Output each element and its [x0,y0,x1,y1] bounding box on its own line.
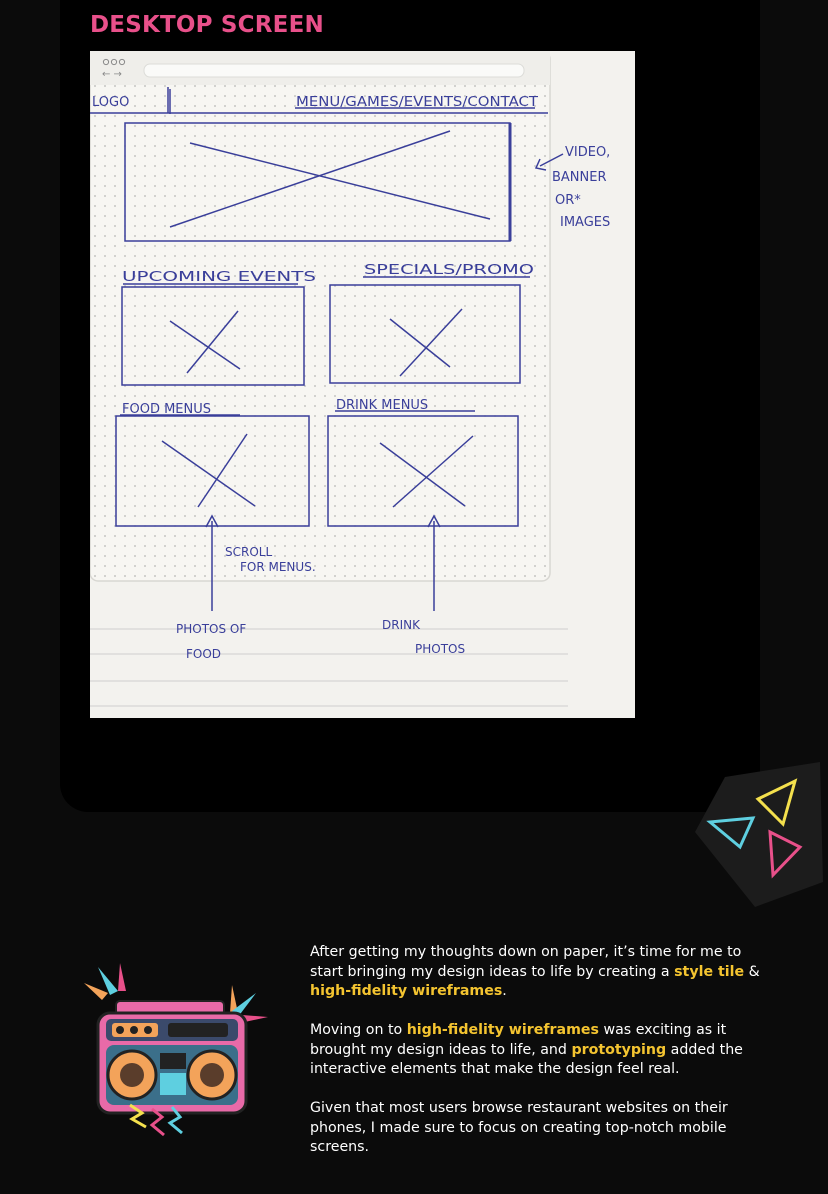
paragraph-3: Given that most users browse restaurant websites on their phones, I made sure to focus on creating top-notch mobile screens. [310,1100,728,1155]
p1-mid-text: & [744,963,760,980]
sketch-drink-menus-label: DRINK MENUS [336,398,429,413]
sketch-banner-note-1: VIDEO, [565,145,611,160]
sketch-nav-label: MENU/GAMES/EVENTS/CONTACT [296,95,539,110]
boombox-illustration-icon [80,955,270,1145]
sketch-food-menus-label: FOOD MENUS [122,402,212,417]
p1-end-text: . [502,983,507,999]
hifi-wireframes-highlight-2: high-fidelity wireframes [406,1022,599,1038]
sketch-scroll-note-2: FOR MENUS. [240,560,316,574]
sketch-drink-photos-1: DRINK [382,618,420,632]
sketch-upcoming-events-label: UPCOMING EVENTS [122,270,316,285]
wireframe-sketch-photo [90,51,635,718]
sketch-photos-food-2: FOOD [186,647,222,661]
body-copy [310,943,760,1177]
prototyping-highlight: prototyping [571,1041,667,1058]
hifi-wireframes-highlight: high-fidelity wireframes [310,983,503,999]
sketch-specials-label: SPECIALS/PROMO [364,263,534,278]
p2-mid-text: was exciting as it brought my design ideas to life, and [310,1022,727,1058]
sketch-scroll-note-1: SCROLL [225,545,273,559]
triangles-decoration-icon [695,762,825,907]
p2-text: Moving on to [310,1022,407,1038]
paragraph-2 [310,1021,760,1080]
p1-text: After getting my thoughts down on paper, it’s time for me to start bringing my design ideas to life by creating a [310,944,742,980]
svg-text:← →: ← → [102,69,122,80]
sketch-drink-photos-2: PHOTOS [415,642,466,656]
sketch-photos-food-1: PHOTOS OF [176,622,247,636]
sketch-banner-note-3: OR* [555,193,581,208]
section-title: DESKTOP SCREEN [90,12,324,38]
p2-end-text: added the interactive elements that make the design feel real. [310,1041,743,1077]
paragraph-1 [310,943,760,1002]
style-tile-highlight: style tile [674,963,745,980]
sketch-banner-note-4: IMAGES [560,215,611,230]
sketch-banner-note-2: BANNER [552,170,607,185]
sketch-logo-label: LOGO [92,95,130,110]
